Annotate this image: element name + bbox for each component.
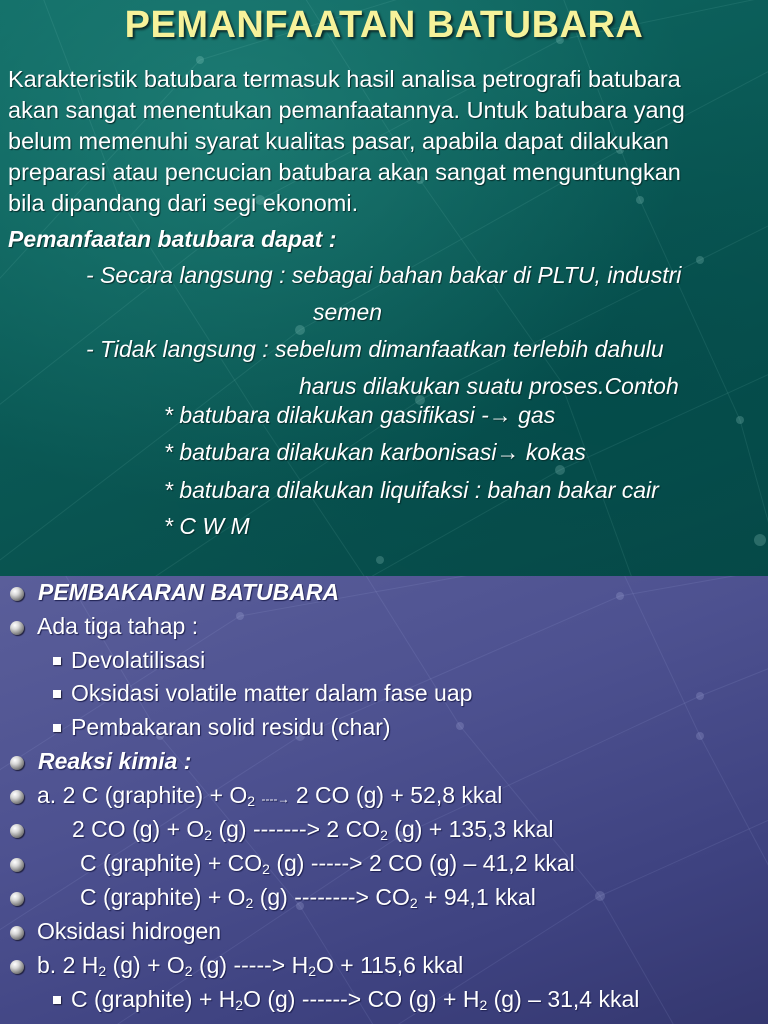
combustion-heading: PEMBAKARAN BATUBARA xyxy=(38,579,340,605)
square-bullet-icon xyxy=(53,690,61,698)
ball-bullet-icon xyxy=(10,892,24,906)
square-bullet-icon xyxy=(53,996,61,1004)
paragraph-line: belum memenuhi syarat kualitas pasar, apabila dapat dilakukan xyxy=(8,128,670,154)
paragraph-line: bila dipandang dari segi ekonomi. xyxy=(8,190,359,216)
example-cwm: * C W M xyxy=(164,513,250,539)
reaction-equation: C (graphite) + $H_2O$ (g) ------> CO $(g) + H_2$ (g) – 31,4 kkal xyxy=(71,986,640,1013)
stage-item: Pembakaran solid residu (char) xyxy=(71,714,391,740)
ball-bullet-icon xyxy=(10,621,24,635)
paragraph-line: preparasi atau pencucian batubara akan sangat menguntungkan xyxy=(8,159,681,185)
reaction-equation: b. 2 $H_2$ $(g) + O_2$ (g) -----> $H_2O + 115,6$ kkal xyxy=(37,952,464,979)
usage-subheading: Pemanfaatan batubara dapat : xyxy=(8,226,337,252)
ball-bullet-icon xyxy=(10,926,24,940)
paragraph-line: akan sangat menentukan pemanfaatannya. Untuk batubara yang xyxy=(8,97,685,123)
slide-pembakaran xyxy=(0,576,768,1024)
reaction-equation: C (graphite) + $CO_2$ (g) -----> 2 CO (g) – 41,2 kkal xyxy=(80,850,575,877)
reaction-equation: a. 2 C (graphite) + $O_2$ ----→ 2 CO (g) + 52,8 kkal xyxy=(37,782,503,809)
reaction-equation: C (graphite) + $O_2$ (g) --------> $CO_2 + 94,1$ kkal xyxy=(80,884,536,911)
stages-intro: Ada tiga tahap : xyxy=(37,613,199,639)
ball-bullet-icon xyxy=(10,824,24,838)
indirect-usage-line: - Tidak langsung : sebelum dimanfaatkan terlebih dahulu xyxy=(86,336,664,362)
slide-title: PEMANFAATAN BATUBARA xyxy=(124,4,644,46)
paragraph-line: Karakteristik batubara termasuk hasil analisa petrografi batubara xyxy=(8,66,681,92)
ball-bullet-icon xyxy=(10,960,24,974)
intro-paragraph xyxy=(8,64,764,219)
direct-usage-line-cont: semen xyxy=(313,299,383,325)
square-bullet-icon xyxy=(53,724,61,732)
indirect-usage-line-cont: harus dilakukan suatu proses.Contoh xyxy=(299,373,679,399)
hydrogen-heading: Oksidasi hidrogen xyxy=(37,918,222,944)
reactions-heading: Reaksi kimia : xyxy=(38,748,192,774)
square-bullet-icon xyxy=(53,657,61,665)
example-liquefaction: * batubara dilakukan liquifaksi : bahan bakar cair xyxy=(164,477,659,503)
ball-bullet-icon xyxy=(10,756,24,770)
reaction-equation: 2 CO $(g) + O_2$ (g) -------> 2 $CO_2$ (g) + 135,3 kkal xyxy=(72,816,554,843)
direct-usage-line: - Secara langsung : sebagai bahan bakar di PLTU, industri xyxy=(86,262,682,288)
stage-item: Devolatilisasi xyxy=(71,647,206,673)
ball-bullet-icon xyxy=(10,858,24,872)
ball-bullet-icon xyxy=(10,587,24,601)
example-carbonization: * batubara dilakukan karbonisasi→ kokas xyxy=(164,439,586,465)
stage-item: Oksidasi volatile matter dalam fase uap xyxy=(71,680,473,706)
ball-bullet-icon xyxy=(10,790,24,804)
example-gasification: * batubara dilakukan gasifikasi -→ gas xyxy=(164,402,556,428)
